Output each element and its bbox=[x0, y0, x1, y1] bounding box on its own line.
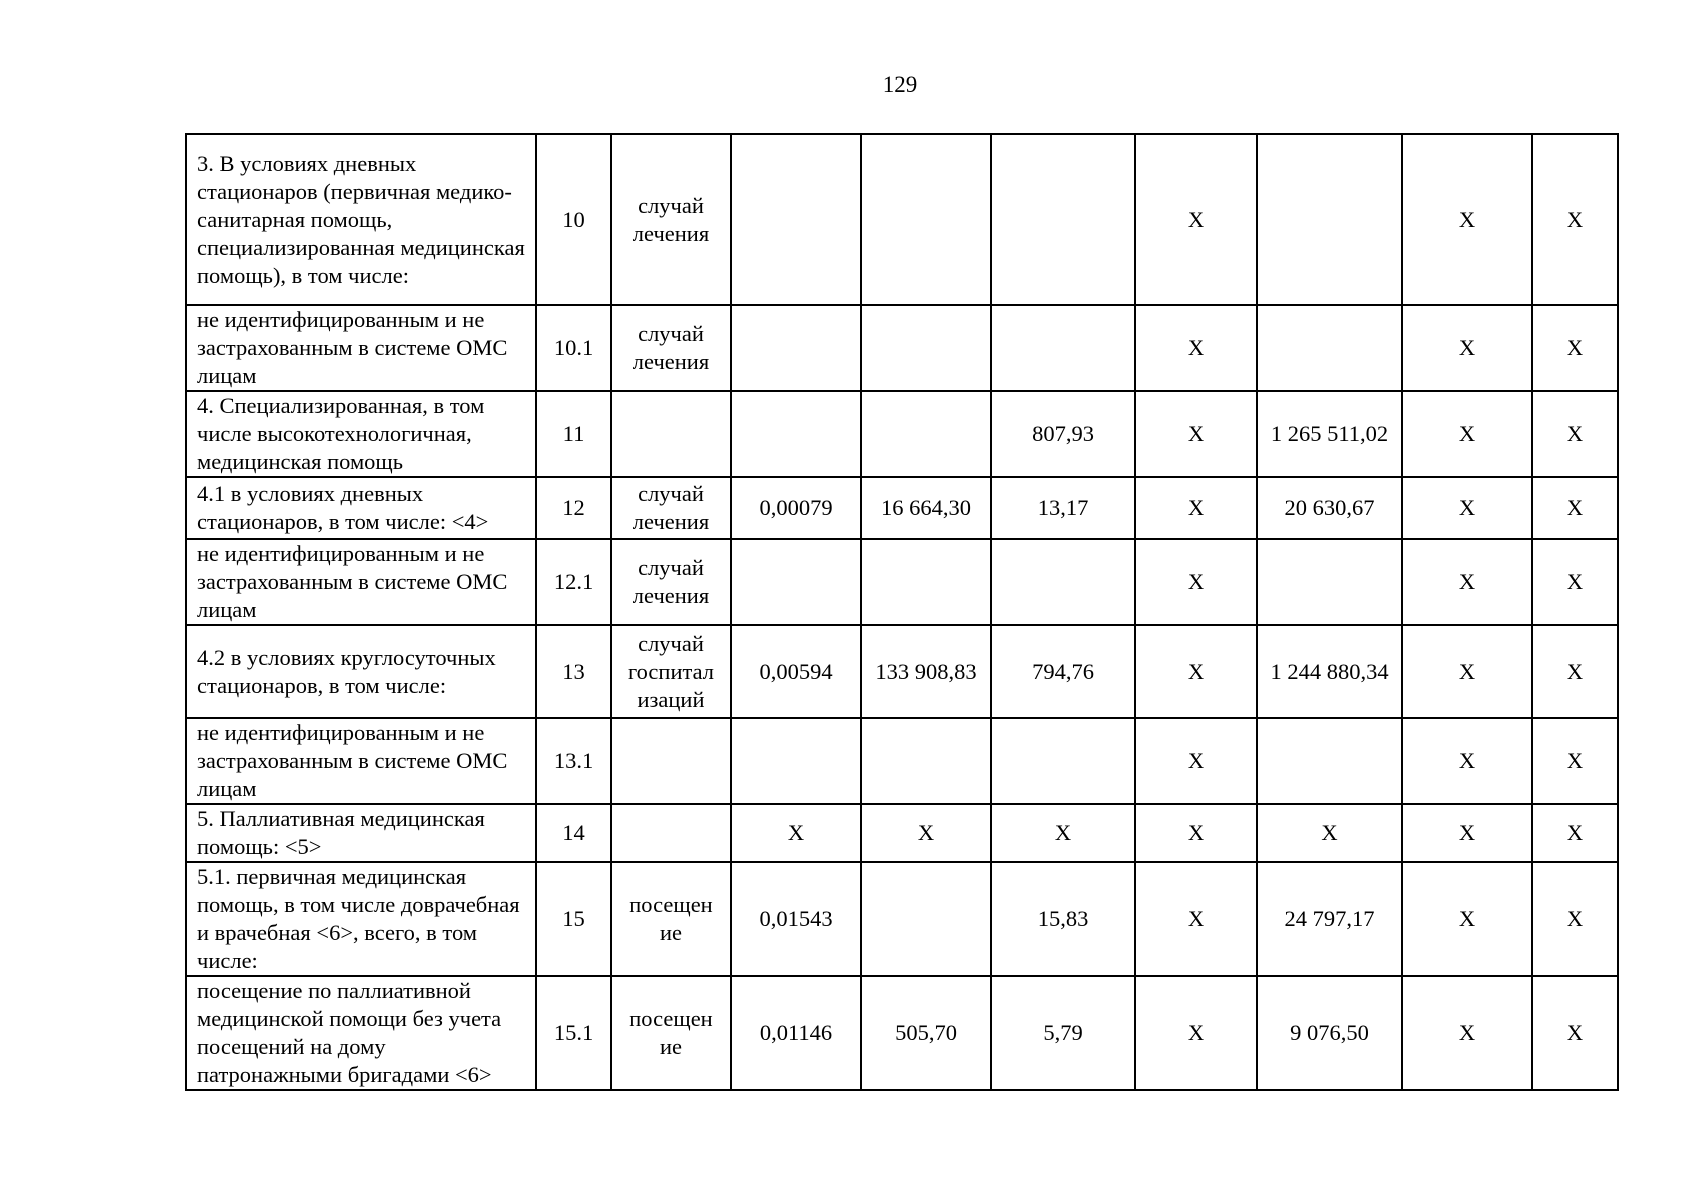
table-row bbox=[186, 134, 1618, 305]
table-row bbox=[186, 862, 1618, 976]
cell-col4 bbox=[731, 134, 861, 305]
cell-row-number: 11 bbox=[536, 391, 611, 477]
cell-col9: X bbox=[1402, 134, 1532, 305]
cell-col4 bbox=[731, 539, 861, 625]
cell-col7: X bbox=[1135, 862, 1257, 976]
document-table-container bbox=[185, 133, 1619, 1091]
cell-col4 bbox=[731, 391, 861, 477]
table-row bbox=[186, 539, 1618, 625]
cell-col9: X bbox=[1402, 718, 1532, 804]
cell-col10: X bbox=[1532, 134, 1618, 305]
table-row bbox=[186, 625, 1618, 718]
cell-row-number: 12 bbox=[536, 477, 611, 539]
cell-name: 3. В условиях дневных стационаров (первичная медико-санитарная помощь, специализированная медицинская помощь), в том числе: bbox=[186, 134, 536, 305]
cell-col7: X bbox=[1135, 718, 1257, 804]
cell-col7: X bbox=[1135, 625, 1257, 718]
cell-unit bbox=[611, 804, 731, 862]
cell-col8: 9 076,50 bbox=[1257, 976, 1402, 1090]
cell-col8 bbox=[1257, 305, 1402, 391]
cell-col7: X bbox=[1135, 134, 1257, 305]
cell-col8: 20 630,67 bbox=[1257, 477, 1402, 539]
cell-unit: посещен ие bbox=[611, 862, 731, 976]
cell-col10: X bbox=[1532, 539, 1618, 625]
cell-col6: 13,17 bbox=[991, 477, 1135, 539]
cell-col10: X bbox=[1532, 477, 1618, 539]
cell-col7: X bbox=[1135, 539, 1257, 625]
cell-unit: случай лечения bbox=[611, 539, 731, 625]
cell-row-number: 10 bbox=[536, 134, 611, 305]
cell-name: 4.1 в условиях дневных стационаров, в том числе: <4> bbox=[186, 477, 536, 539]
cell-col6: 15,83 bbox=[991, 862, 1135, 976]
cell-col8 bbox=[1257, 718, 1402, 804]
cell-name: 4. Специализированная, в том числе высокотехнологичная, медицинская помощь bbox=[186, 391, 536, 477]
cell-unit bbox=[611, 391, 731, 477]
table-row bbox=[186, 477, 1618, 539]
cell-col5 bbox=[861, 862, 991, 976]
cell-col9: X bbox=[1402, 391, 1532, 477]
cell-col5: 16 664,30 bbox=[861, 477, 991, 539]
cell-col6: 5,79 bbox=[991, 976, 1135, 1090]
table-row bbox=[186, 718, 1618, 804]
cell-col9: X bbox=[1402, 539, 1532, 625]
cell-col5 bbox=[861, 305, 991, 391]
cell-col4 bbox=[731, 718, 861, 804]
cell-unit: случай лечения bbox=[611, 477, 731, 539]
cell-name: не идентифицированным и не застрахованным в системе ОМС лицам bbox=[186, 718, 536, 804]
cell-col8: X bbox=[1257, 804, 1402, 862]
cell-col8 bbox=[1257, 134, 1402, 305]
cell-col4 bbox=[731, 305, 861, 391]
cell-col7: X bbox=[1135, 804, 1257, 862]
cell-col6 bbox=[991, 718, 1135, 804]
cell-col9: X bbox=[1402, 477, 1532, 539]
cell-col6: 794,76 bbox=[991, 625, 1135, 718]
cell-unit: случай лечения bbox=[611, 134, 731, 305]
cell-col10: X bbox=[1532, 804, 1618, 862]
cell-col10: X bbox=[1532, 625, 1618, 718]
cell-col6: 807,93 bbox=[991, 391, 1135, 477]
cell-col5 bbox=[861, 539, 991, 625]
cell-col5: 133 908,83 bbox=[861, 625, 991, 718]
table-row bbox=[186, 804, 1618, 862]
table-row bbox=[186, 305, 1618, 391]
cell-name: 5.1. первичная медицинская помощь, в том числе доврачебная и врачебная <6>, всего, в том числе: bbox=[186, 862, 536, 976]
cell-col6: X bbox=[991, 804, 1135, 862]
cell-col9: X bbox=[1402, 862, 1532, 976]
cell-col9: X bbox=[1402, 976, 1532, 1090]
cell-unit: случай лечения bbox=[611, 305, 731, 391]
page-number: 129 bbox=[882, 72, 918, 97]
cell-row-number: 13.1 bbox=[536, 718, 611, 804]
cell-col5 bbox=[861, 391, 991, 477]
cell-col8: 1 244 880,34 bbox=[1257, 625, 1402, 718]
cell-col5: X bbox=[861, 804, 991, 862]
cell-col10: X bbox=[1532, 862, 1618, 976]
cell-name: 4.2 в условиях круглосуточных стационаров, в том числе: bbox=[186, 625, 536, 718]
cell-col5 bbox=[861, 134, 991, 305]
cell-row-number: 14 bbox=[536, 804, 611, 862]
cell-col6 bbox=[991, 305, 1135, 391]
document-table bbox=[185, 133, 1619, 1091]
cell-row-number: 12.1 bbox=[536, 539, 611, 625]
cell-col5: 505,70 bbox=[861, 976, 991, 1090]
cell-name: не идентифицированным и не застрахованным в системе ОМС лицам bbox=[186, 539, 536, 625]
cell-col4: 0,01146 bbox=[731, 976, 861, 1090]
cell-col9: X bbox=[1402, 305, 1532, 391]
cell-col5 bbox=[861, 718, 991, 804]
cell-col10: X bbox=[1532, 391, 1618, 477]
cell-col4: X bbox=[731, 804, 861, 862]
cell-row-number: 15.1 bbox=[536, 976, 611, 1090]
cell-col4: 0,00079 bbox=[731, 477, 861, 539]
cell-col6 bbox=[991, 539, 1135, 625]
cell-col8: 1 265 511,02 bbox=[1257, 391, 1402, 477]
cell-name: не идентифицированным и не застрахованным в системе ОМС лицам bbox=[186, 305, 536, 391]
cell-col8 bbox=[1257, 539, 1402, 625]
cell-col8: 24 797,17 bbox=[1257, 862, 1402, 976]
cell-row-number: 10.1 bbox=[536, 305, 611, 391]
table-body bbox=[186, 134, 1618, 1090]
cell-col10: X bbox=[1532, 976, 1618, 1090]
cell-unit: посещен ие bbox=[611, 976, 731, 1090]
table-row bbox=[186, 976, 1618, 1090]
cell-unit: случай госпитал изаций bbox=[611, 625, 731, 718]
cell-col7: X bbox=[1135, 305, 1257, 391]
cell-col10: X bbox=[1532, 305, 1618, 391]
cell-name: 5. Паллиативная медицинская помощь: <5> bbox=[186, 804, 536, 862]
cell-col7: X bbox=[1135, 477, 1257, 539]
cell-unit bbox=[611, 718, 731, 804]
cell-col10: X bbox=[1532, 718, 1618, 804]
cell-col7: X bbox=[1135, 391, 1257, 477]
cell-col4: 0,01543 bbox=[731, 862, 861, 976]
cell-row-number: 15 bbox=[536, 862, 611, 976]
cell-col4: 0,00594 bbox=[731, 625, 861, 718]
table-row bbox=[186, 391, 1618, 477]
cell-col6 bbox=[991, 134, 1135, 305]
cell-col7: X bbox=[1135, 976, 1257, 1090]
cell-col9: X bbox=[1402, 625, 1532, 718]
cell-col9: X bbox=[1402, 804, 1532, 862]
cell-name: посещение по паллиативной медицинской помощи без учета посещений на дому патронажными бригадами <6> bbox=[186, 976, 536, 1090]
cell-row-number: 13 bbox=[536, 625, 611, 718]
